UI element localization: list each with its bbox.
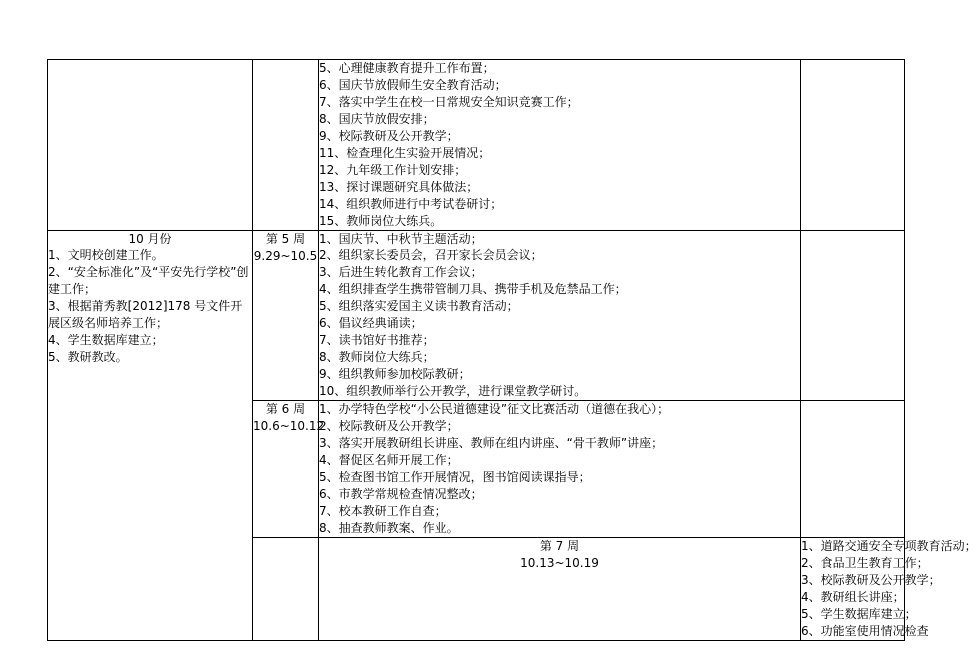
task-item: 5、心理健康教育提升工作布置；	[319, 61, 495, 75]
task-item: 3、校际教研及公开教学；	[801, 572, 941, 587]
task-list	[319, 401, 801, 538]
task-item: 2、食品卫生教育工作；	[801, 556, 929, 571]
work-plan-table	[47, 59, 977, 641]
task-list	[801, 538, 977, 641]
task-item: 9、组织教师参加校际教研；	[319, 367, 471, 382]
task-item: 14、组织教师进行中考试卷研讨；	[319, 196, 503, 211]
task-item: 1、道路交通安全专项教育活动；	[801, 539, 977, 554]
task-list	[319, 60, 801, 231]
task-item: 9、校际教研及公开教学；	[319, 128, 459, 143]
task-item: 5、组织落实爱国主义读书教育活动；	[319, 299, 519, 314]
task-item: 8、抽查教师教案、作业。	[319, 520, 459, 535]
month-item: 3、根据莆秀教[2012]178 号文件开展区级名师培养工作；	[48, 299, 243, 331]
task-item: 1、国庆节、中秋节主题活动；	[319, 231, 483, 246]
task-item: 1、办学特色学校“小公民道德建设”征文比赛活动（道德在我心）；	[319, 402, 670, 417]
task-item: 10、组织教师举行公开教学，进行课堂教学研讨。	[319, 384, 587, 399]
table-row	[48, 60, 905, 231]
remarks-cell	[801, 230, 905, 401]
task-item: 2、校际教研及公开教学；	[319, 419, 459, 434]
task-item: 7、校本教研工作自查；	[319, 503, 447, 518]
month-item: 5、教研教改。	[48, 350, 128, 365]
week-label: 第 5 周 9.29~10.5	[253, 230, 319, 401]
task-item: 8、国庆节放假安排；	[319, 111, 435, 126]
task-item: 12、九年级工作计划安排；	[319, 162, 467, 177]
task-item: 15、教师岗位大练兵。	[319, 213, 443, 228]
table-row	[48, 230, 905, 401]
week-label: 第 7 周 10.13~10.19	[319, 538, 801, 641]
task-item: 6、功能室使用情况检查	[801, 623, 929, 638]
task-item: 8、教师岗位大练兵；	[319, 350, 435, 365]
task-item: 3、后进生转化教育工作会议；	[319, 265, 483, 280]
month-item: 4、学生数据库建立；	[48, 333, 164, 348]
task-item: 3、落实开展教研组长讲座、教师在组内讲座、“骨干教师”讲座；	[319, 435, 664, 450]
month-cell-empty	[253, 538, 319, 641]
month-cell-empty	[48, 60, 253, 231]
task-item: 4、教研组长讲座；	[801, 589, 905, 604]
week-label: 第 6 周 10.6~10.12	[253, 401, 319, 538]
task-item: 2、组织家长委员会，召开家长会员会议；	[319, 248, 543, 263]
remarks-cell	[801, 60, 905, 231]
task-item: 6、市教学常规检查情况整改；	[319, 486, 483, 501]
month-cell	[48, 230, 253, 640]
remarks-cell	[801, 401, 905, 538]
month-title: 10 月份	[128, 231, 172, 246]
month-item: 2、“安全标准化”及“平安先行学校”创建工作；	[48, 265, 249, 297]
task-item: 4、督促区名师开展工作；	[319, 452, 459, 467]
task-item: 6、国庆节放假师生安全教育活动；	[319, 77, 507, 92]
task-item: 5、学生数据库建立；	[801, 606, 917, 621]
task-item: 7、读书馆好书推荐；	[319, 333, 435, 348]
task-item: 4、组织排查学生携带管制刀具、携带手机及危禁品工作；	[319, 282, 627, 297]
task-item: 5、检查图书馆工作开展情况，图书馆阅读课指导；	[319, 469, 591, 484]
task-item: 7、落实中学生在校一日常规安全知识竞赛工作；	[319, 94, 579, 109]
week-cell-empty	[253, 60, 319, 231]
task-item: 6、倡议经典诵读；	[319, 316, 423, 331]
month-item: 1、文明校创建工作。	[48, 248, 164, 263]
task-list	[319, 230, 801, 401]
task-item: 13、探讨课题研究具体做法；	[319, 179, 479, 194]
task-item: 11、检查理化生实验开展情况；	[319, 145, 491, 160]
